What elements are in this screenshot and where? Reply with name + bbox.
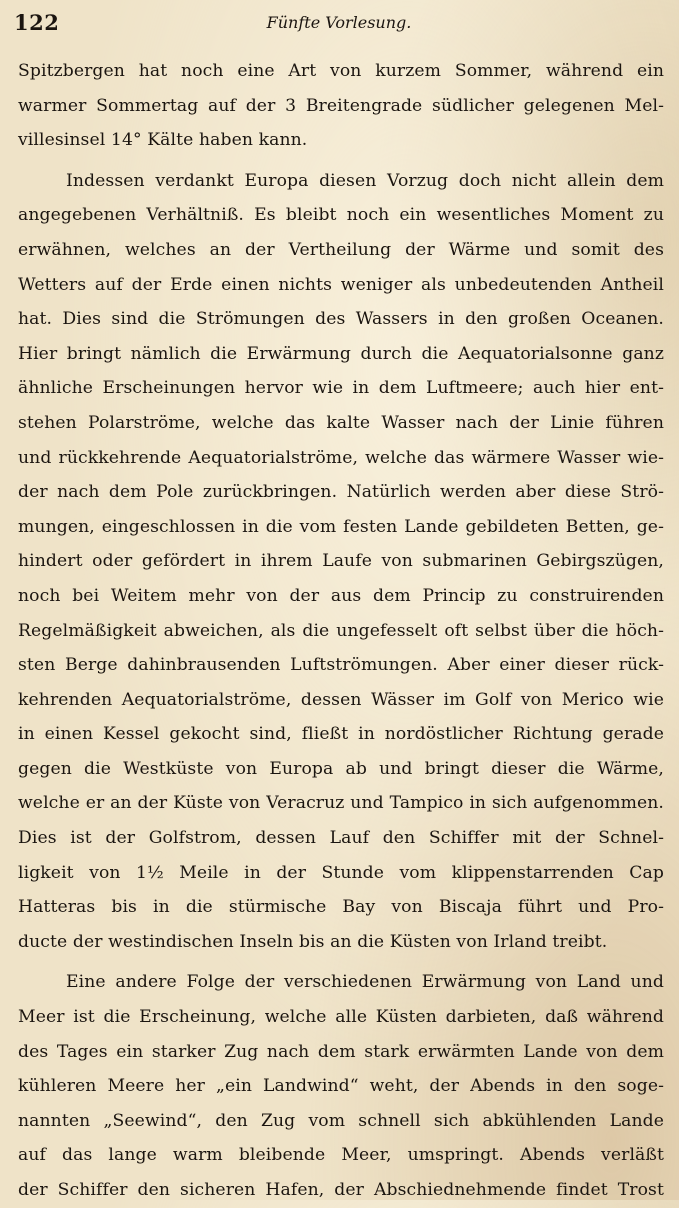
text-line: noch bei Weitem mehr von der aus dem Princip zu construirenden (18, 585, 664, 606)
text-line: mungen, eingeschlossen in die vom festen Lande gebildeten Betten, ge- (18, 516, 664, 537)
text-line: kehrenden Aequatorialströme, dessen Wässer im Golf von Merico wie (18, 689, 664, 710)
paragraph (18, 54, 664, 158)
text-line: Hier bringt nämlich die Erwärmung durch die Aequatorialsonne ganz (18, 343, 664, 364)
text-line: hat. Dies sind die Strömungen des Wassers in den großen Oceanen. (18, 309, 664, 330)
page-number: 122 (14, 10, 60, 35)
text-line: hindert oder gefördert in ihrem Laufe von submarinen Gebirgszügen, (18, 551, 664, 572)
text-line: Spitzbergen hat noch eine Art von kurzem Sommer, während ein (18, 61, 664, 81)
text-line: erwähnen, welches an der Vertheilung der Wärme und somit des (18, 239, 664, 260)
text-line: sten Berge dahinbrausenden Luftströmungen. Aber einer dieser rück- (18, 655, 664, 676)
text-line: und rückkehrende Aequatorialströme, welche das wärmere Wasser wie- (18, 447, 664, 468)
body-text (18, 54, 664, 1208)
text-line: Eine andere Folge der verschiedenen Erwärmung von Land und (66, 972, 664, 993)
text-line: der Schiffer den sicheren Hafen, der Abschiednehmende findet Trost (18, 1180, 664, 1200)
text-line: nannten „Seewind“, den Zug vom schnell sich abkühlenden Lande (18, 1110, 664, 1131)
text-line: stehen Polarströme, welche das kalte Wasser nach der Linie führen (18, 412, 664, 433)
text-line: kühleren Meere her „ein Landwind“ weht, der Abends in den soge- (18, 1076, 664, 1097)
text-line: Indessen verdankt Europa diesen Vorzug doch nicht allein dem (66, 170, 664, 191)
text-line: gegen die Westküste von Europa ab und bringt dieser die Wärme, (18, 758, 664, 779)
text-line: Dies ist der Golfstrom, dessen Lauf den Schiffer mit der Schnel- (18, 828, 664, 849)
text-line: ligkeit von 1½ Meile in der Stunde vom klippenstarrenden Cap (18, 862, 664, 883)
text-line: der nach dem Pole zurückbringen. Natürlich werden aber diese Strö- (18, 482, 664, 503)
paragraph (18, 164, 664, 960)
text-line: Meer ist die Erscheinung, welche alle Küsten darbieten, daß während (18, 1007, 664, 1028)
text-line: villesinsel 14° Kälte haben kann. (18, 130, 308, 151)
text-line: in einen Kessel gekocht sind, fließt in nordöstlicher Richtung gerade (18, 724, 664, 745)
running-title: Fünfte Vorlesung. (266, 13, 412, 32)
text-line: welche er an der Küste von Veracruz und Tampico in sich aufgenommen. (18, 793, 664, 814)
text-line: Regelmäßigkeit abweichen, als die ungefesselt oft selbst über die höch- (18, 620, 664, 641)
text-line: angegebenen Verhältniß. Es bleibt noch ein wesentliches Moment zu (18, 205, 664, 226)
paragraph (18, 965, 664, 1207)
text-line: ducte der westindischen Inseln bis an die Küsten von Irland treibt. (18, 931, 608, 952)
text-line: des Tages ein starker Zug nach dem stark erwärmten Lande von dem (18, 1041, 664, 1062)
text-line: Wetters auf der Erde einen nichts weniger als unbedeutenden Antheil (18, 274, 664, 295)
text-line: Hatteras bis in die stürmische Bay von Biscaja führt und Pro- (18, 897, 664, 918)
page-header (14, 8, 664, 42)
text-line: auf das lange warm bleibende Meer, umspringt. Abends verläßt (18, 1145, 664, 1166)
text-line: warmer Sommertag auf der 3 Breitengrade südlicher gelegenen Mel- (18, 95, 664, 116)
text-line: ähnliche Erscheinungen hervor wie in dem Luftmeere; auch hier ent- (18, 378, 664, 399)
